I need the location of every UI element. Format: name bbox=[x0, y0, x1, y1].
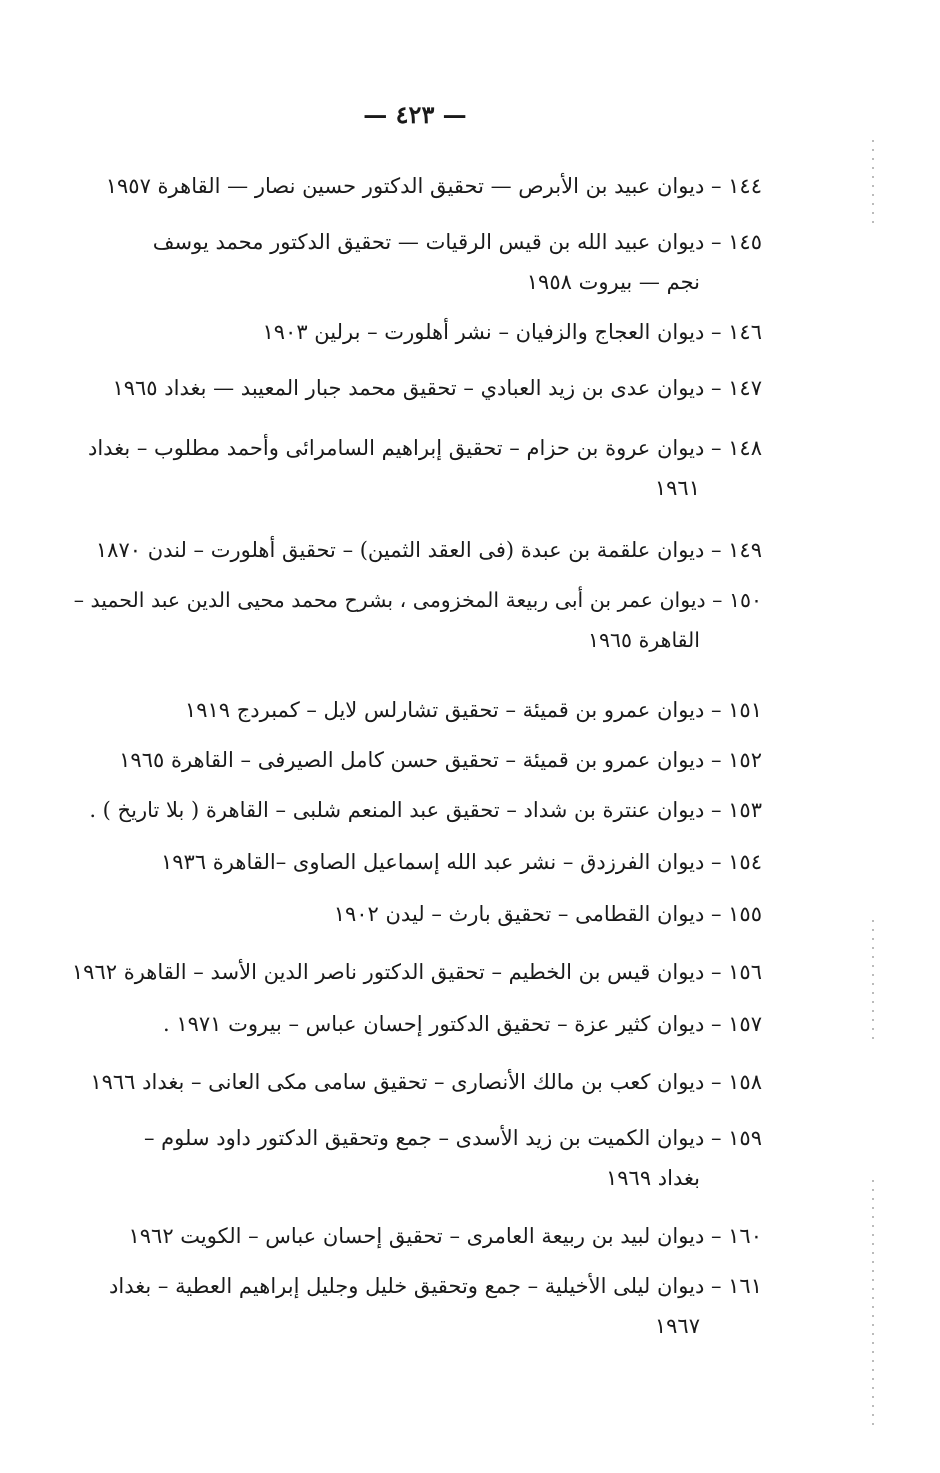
entry-text: ١٥٥ – ديوان القطامى – تحقيق بارث – ليدن ١٩٠٢ bbox=[333, 902, 762, 926]
entry-continuation: بغداد ١٩٦٩ bbox=[606, 1166, 700, 1190]
entry-continuation: نجم — بيروت ١٩٥٨ bbox=[526, 270, 700, 294]
page-number: — ٤٢٣ — bbox=[363, 100, 467, 129]
entry-text: ١٥٢ – ديوان عمرو بن قميئة – تحقيق حسن كامل الصيرفى – القاهرة ١٩٦٥ bbox=[119, 748, 762, 772]
scan-edge-mark bbox=[872, 920, 874, 1040]
list-item bbox=[72, 312, 762, 352]
entry-text: ١٤٨ – ديوان عروة بن حزام – تحقيق إبراهيم السامرائى وأحمد مطلوب – بغداد bbox=[87, 436, 762, 460]
entry-text: ١٥٤ – ديوان الفرزدق – نشر عبد الله إسماعيل الصاوى –القاهرة ١٩٣٦ bbox=[160, 850, 762, 874]
entry-continuation: ١٩٦٧ bbox=[654, 1314, 700, 1338]
scan-edge-mark bbox=[872, 140, 874, 230]
list-item bbox=[72, 842, 762, 882]
entry-continuation: القاهرة ١٩٦٥ bbox=[588, 628, 700, 652]
entry-text: ١٥٠ – ديوان عمر بن أبى ربيعة المخزومى ، بشرح محمد محيى الدين عبد الحميد – bbox=[73, 588, 762, 612]
list-item bbox=[72, 690, 762, 730]
entry-text: ١٤٥ – ديوان عبيد الله بن قيس الرقيات — تحقيق الدكتور محمد يوسف bbox=[152, 230, 762, 254]
entry-continuation: ١٩٦١ bbox=[654, 476, 700, 500]
entry-text: ١٤٦ – ديوان العجاج والزفيان – نشر أهلورت – برلين ١٩٠٣ bbox=[262, 320, 762, 344]
entry-text: ١٥٧ – ديوان كثير عزة – تحقيق الدكتور إحسان عباس – بيروت ١٩٧١ . bbox=[162, 1012, 762, 1036]
list-item bbox=[72, 1216, 762, 1256]
list-item bbox=[72, 222, 762, 302]
entry-text: ١٥٣ – ديوان عنترة بن شداد – تحقيق عبد المنعم شلبى – القاهرة ( بلا تاريخ ) . bbox=[89, 798, 762, 822]
list-item bbox=[72, 530, 762, 570]
entry-text: ١٥٩ – ديوان الكميت بن زيد الأسدى – جمع وتحقيق الدكتور داود سلوم – bbox=[143, 1126, 762, 1150]
entry-text: ١٤٧ – ديوان عدى بن زيد العبادي – تحقيق محمد جبار المعيبد — بغداد ١٩٦٥ bbox=[112, 376, 762, 400]
list-item bbox=[72, 1062, 762, 1102]
entry-text: ١٤٤ – ديوان عبيد بن الأبرص — تحقيق الدكتور حسين نصار — القاهرة ١٩٥٧ bbox=[105, 174, 762, 198]
list-item bbox=[72, 166, 762, 206]
list-item bbox=[72, 740, 762, 780]
entry-text: ١٥١ – ديوان عمرو بن قميئة – تحقيق تشارلس لايل – كمبردج ١٩١٩ bbox=[184, 698, 762, 722]
list-item bbox=[72, 1004, 762, 1044]
list-item bbox=[72, 952, 762, 992]
list-item bbox=[72, 790, 762, 830]
list-item bbox=[72, 1118, 762, 1198]
entry-text: ١٥٨ – ديوان كعب بن مالك الأنصارى – تحقيق سامى مكى العانى – بغداد ١٩٦٦ bbox=[90, 1070, 762, 1094]
list-item bbox=[72, 894, 762, 934]
list-item bbox=[72, 368, 762, 408]
entry-text: ١٥٦ – ديوان قيس بن الخطيم – تحقيق الدكتور ناصر الدين الأسد – القاهرة ١٩٦٢ bbox=[71, 960, 762, 984]
entry-text: ١٤٩ – ديوان علقمة بن عبدة (فى العقد الثمين) – تحقيق أهلورت – لندن ١٨٧٠ bbox=[95, 538, 762, 562]
list-item bbox=[72, 1266, 762, 1346]
scan-edge-mark bbox=[872, 1180, 874, 1430]
entry-text: ١٦٠ – ديوان لبيد بن ربيعة العامرى – تحقيق إحسان عباس – الكويت ١٩٦٢ bbox=[128, 1224, 762, 1248]
list-item bbox=[72, 580, 762, 660]
list-item bbox=[72, 428, 762, 508]
entry-text: ١٦١ – ديوان ليلى الأخيلية – جمع وتحقيق خليل وجليل إبراهيم العطية – بغداد bbox=[109, 1274, 762, 1298]
